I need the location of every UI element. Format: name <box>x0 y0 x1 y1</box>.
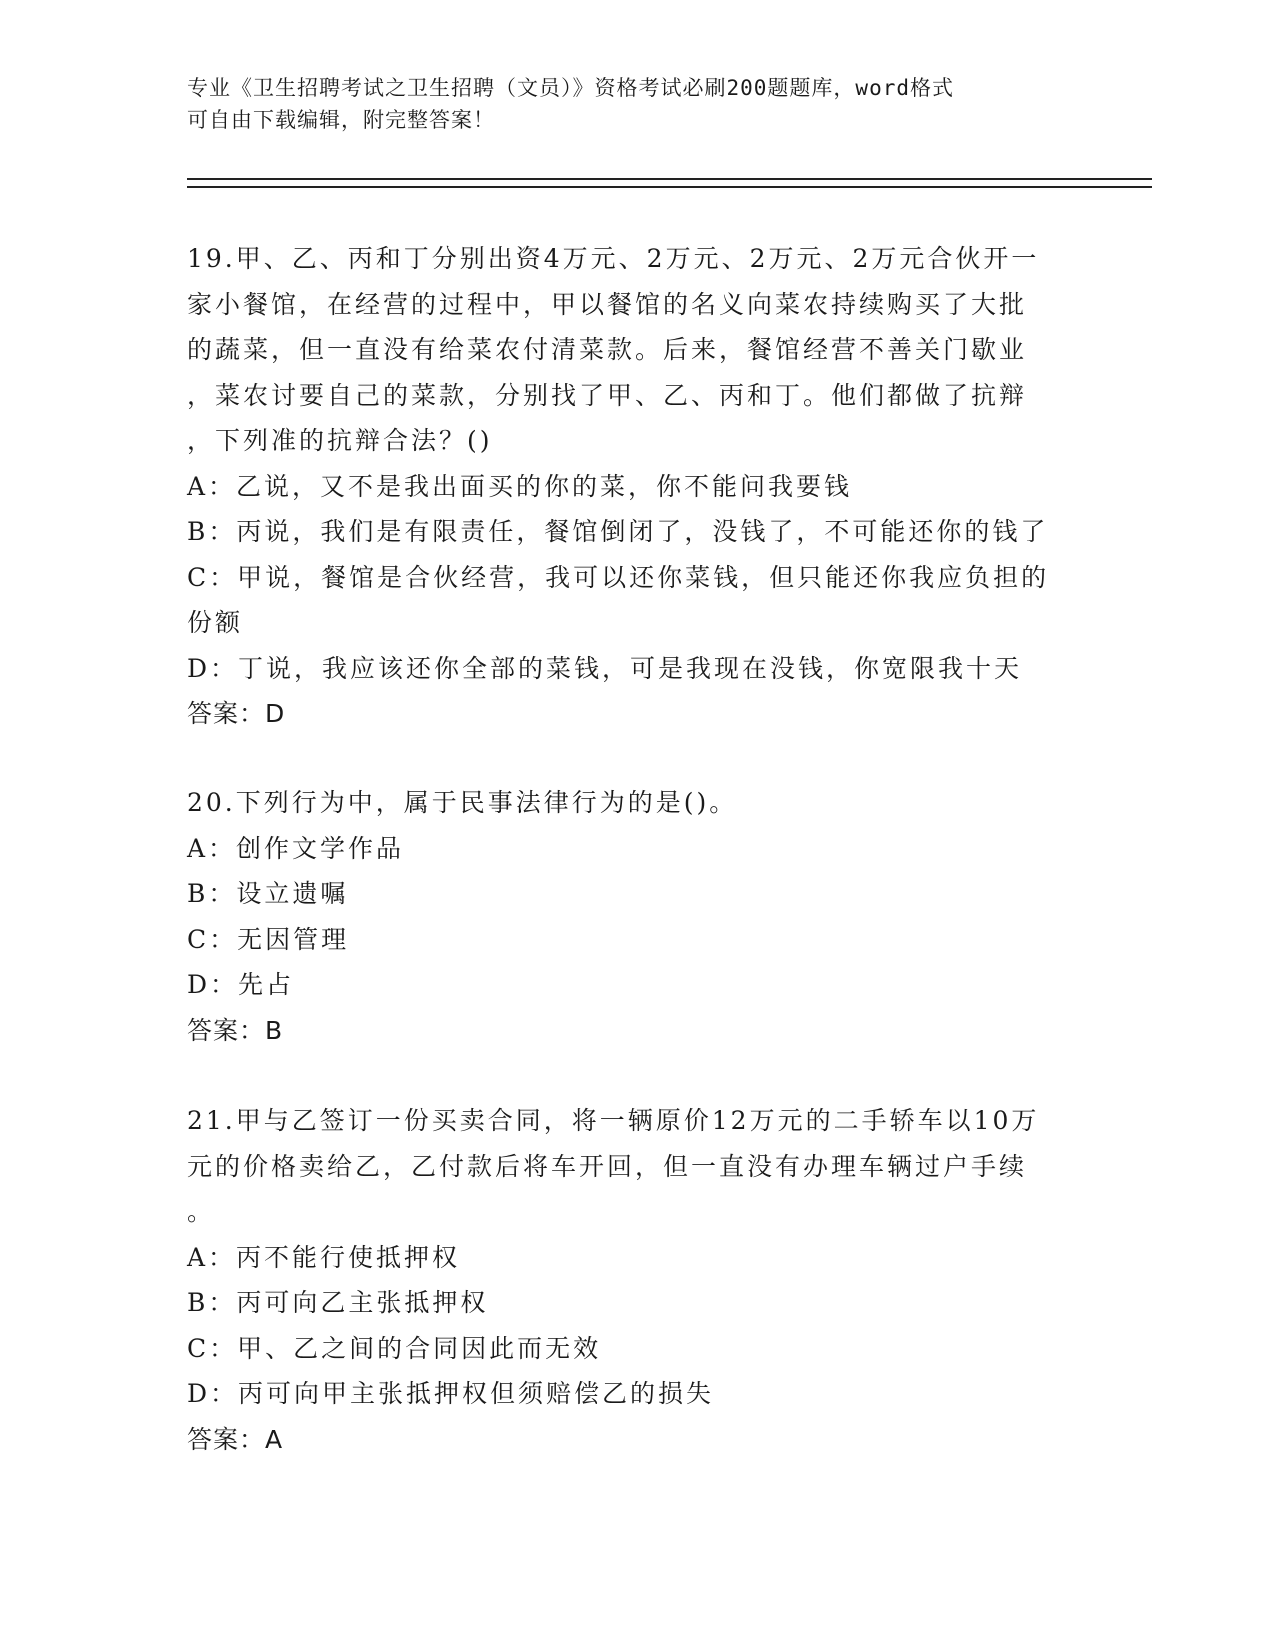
option-b: B：丙说，我们是有限责任，餐馆倒闭了，没钱了，不可能还你的钱了 <box>187 517 1049 546</box>
option-c: C：无因管理 <box>187 924 350 954</box>
option-d: D：丙可向甲主张抵押权但须赔偿乙的损失 <box>187 1379 715 1408</box>
option-c: C：甲说，餐馆是合伙经营，我可以还你菜钱，但只能还你我应负担的 <box>187 562 1050 592</box>
option-c: C：甲、乙之间的合同因此而无效 <box>187 1333 602 1363</box>
header-line: 专业《卫生招聘考试之卫生招聘（文员）》资格考试必刷200题题库，word格式 <box>187 76 954 100</box>
question-text-line: 元的价格卖给乙，乙付款后将车开回，但一直没有办理车辆过户手续 <box>187 1151 1028 1181</box>
question-text-line: 21.甲与乙签订一份买卖合同，将一辆原价12万元的二手轿车以10万 <box>187 1106 1040 1135</box>
option-a: A：乙说，又不是我出面买的你的菜，你不能问我要钱 <box>187 471 853 501</box>
answer-label: 答案：A <box>187 1424 284 1454</box>
question-text-line: 20.下列行为中，属于民事法律行为的是()。 <box>187 788 738 817</box>
question-19 <box>187 236 1087 737</box>
question-text-line: 家小餐馆，在经营的过程中，甲以餐馆的名义向菜农持续购买了大批 <box>187 289 1028 319</box>
header-divider <box>187 178 1152 188</box>
answer-label: 答案：B <box>187 1015 284 1045</box>
option-d: D：先占 <box>187 970 295 999</box>
option-d: D：丁说，我应该还你全部的菜钱，可是我现在没钱，你宽限我十天 <box>187 653 1023 683</box>
question-text-line: 的蔬菜，但一直没有给菜农付清菜款。后来，餐馆经营不善关门歇业 <box>187 335 1028 364</box>
header-line: 可自由下载编辑，附完整答案！ <box>187 108 495 132</box>
question-text-line: ，下列准的抗辩合法？() <box>187 426 493 455</box>
question-text-line: ，菜农讨要自己的菜款，分别找了甲、乙、丙和丁。他们都做了抗辩 <box>187 380 1028 410</box>
option-a: A：丙不能行使抵押权 <box>187 1242 461 1272</box>
document-header <box>187 72 1087 136</box>
question-21 <box>187 1098 1087 1462</box>
option-c-continued: 份额 <box>187 608 244 637</box>
option-a: A：创作文学作品 <box>187 833 405 863</box>
option-b: B：设立遗嘱 <box>187 879 349 908</box>
question-20 <box>187 780 1087 1053</box>
question-text-line: 。 <box>187 1197 216 1226</box>
answer-label: 答案：D <box>187 699 286 728</box>
option-b: B：丙可向乙主张抵押权 <box>187 1288 489 1317</box>
question-text-line: 19.甲、乙、丙和丁分别出资4万元、2万元、2万元、2万元合伙开一 <box>187 244 1040 273</box>
